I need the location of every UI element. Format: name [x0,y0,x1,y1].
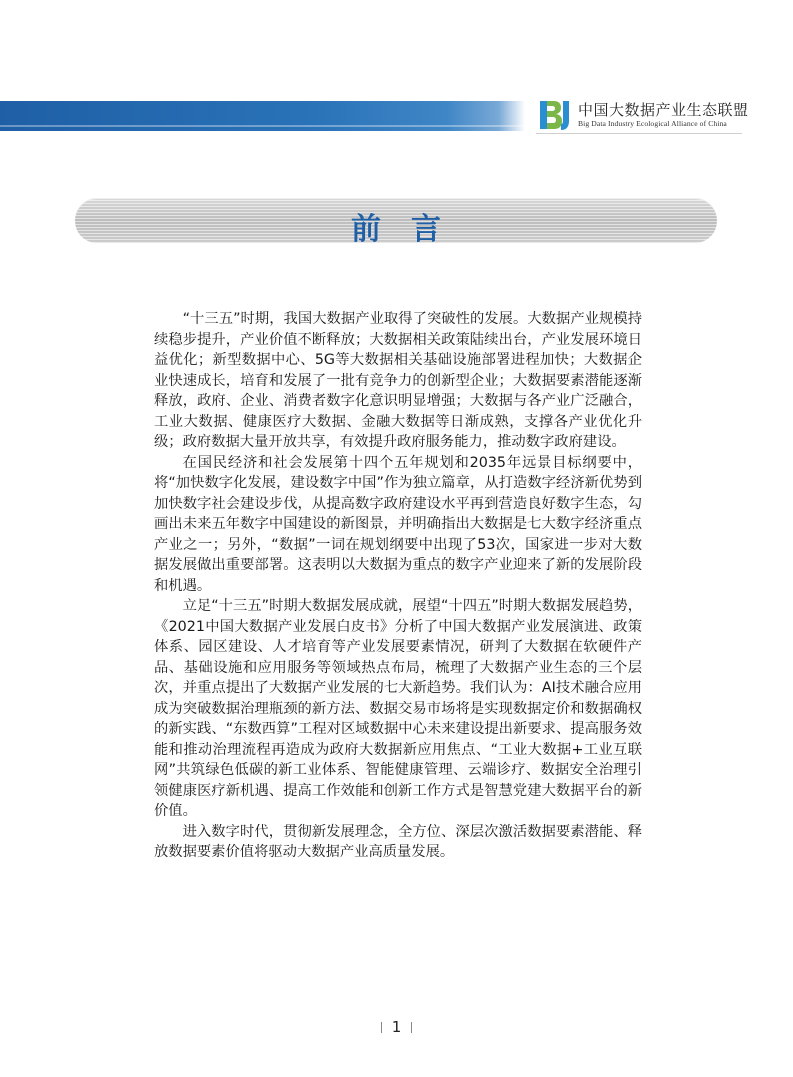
preface-body [154,309,642,863]
section-title-bar [75,198,717,247]
bdu-logo-icon [538,97,574,133]
page-number: 1 [391,1018,402,1036]
paragraph-4: 进入数字时代，贯彻新发展理念，全方位、深层次激活数据要素潜能、释放数据要素价值将驱动大数据产业高质量发展。 [154,823,642,860]
page-number-left-rule [381,1022,382,1033]
paragraph-2: 在国民经济和社会发展第十四个五年规划和2035年远景目标纲要中，将“加快数字化发展，建设数字中国”作为独立篇章，从打造数字经济新优势到加快数字社会建设步伐，从提高数字政府建设水平再到营造良好数字生态，勾画出未来五年数字中国建设的新图景，并明确指出大数据是七大数字经济重点产业之一；另外，“数据”一词在规划纲要中出现了53次，国家进一步对大数据发展做出重要部署。这表明以大数据为重点的数字产业迎来了新的发展阶段和机遇。 [154,454,642,594]
org-name-cn: 中国大数据产业生态联盟 [578,100,749,119]
header-color-band [0,101,525,131]
org-name-en: Big Data Industry Ecological Alliance of China [578,118,727,128]
page-title: 前言 [351,212,471,247]
header-divider [536,133,742,134]
paragraph-3: 立足“十三五”时期大数据发展成就，展望“十四五”时期大数据发展趋势，《2021中国大数据产业发展白皮书》分析了中国大数据产业发展演进、政策体系、园区建设、人才培育等产业发展要素情况，研判了大数据在软硬件产品、基础设施和应用服务等领域热点布局，梳理了大数据产业生态的三个层次，并重点提出了大数据产业发展的七大新趋势。我们认为：AI技术融合应用成为突破数据治理瓶颈的新方法、数据交易市场将是实现数据定价和数据确权的新实践、“东数西算”工程对区域数据中心未来建设提出新要求、提高服务效能和推动治理流程再造成为政府大数据新应用焦点、“工业大数据+工业互联网”共筑绿色低碳的新工业体系、智能健康管理、云端诊疗、数据安全治理引领健康医疗新机遇、提高工作效能和创新工作方式是智慧党建大数据平台的新价值。 [154,598,642,819]
paragraph-1: “十三五”时期，我国大数据产业取得了突破性的发展。大数据产业规模持续稳步提升，产业价值不断释放；大数据相关政策陆续出台，产业发展环境日益优化；新型数据中心、5G等大数据相关基础设施部署进程加快；大数据企业快速成长，培育和发展了一批有竞争力的创新型企业；大数据要素潜能逐渐释放，政府、企业、消费者数字化意识明显增强；大数据与各产业广泛融合，工业大数据、健康医疗大数据、金融大数据等日渐成熟，支撑各产业优化升级；政府数据大量开放共享，有效提升政府服务能力，推动数字政府建设。 [154,311,642,450]
page-number-footer [0,1018,793,1036]
org-brand [538,97,778,133]
page-number-right-rule [411,1022,412,1033]
